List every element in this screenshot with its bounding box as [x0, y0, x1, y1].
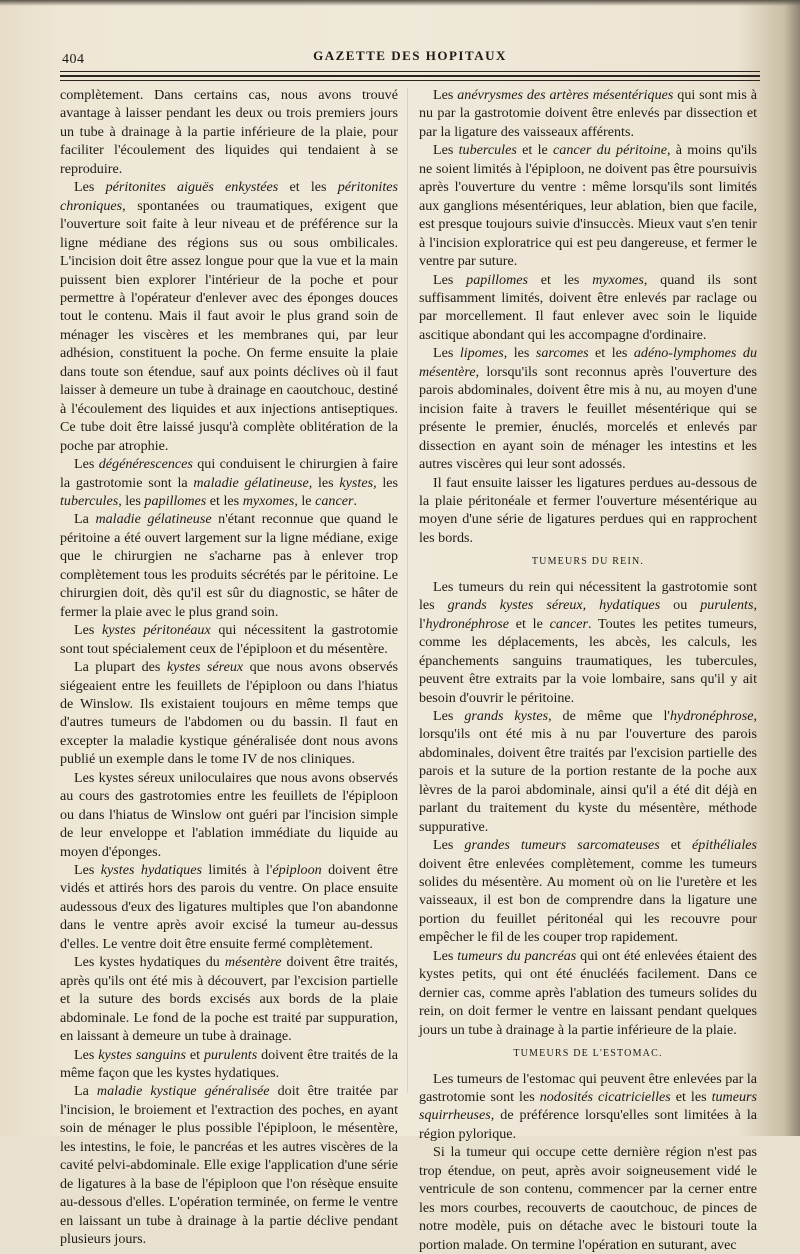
paragraph: Les anévrysmes des artères mésentériques qui sont mis à nu par la gastrotomie doivent être enlevés par dissection et par la ligature des vaisseaux afférents. [419, 87, 758, 140]
left-column [60, 86, 398, 1249]
paragraph: Les kystes péritonéaux qui nécessitent la gastrotomie sont tout spécialement ceux de l'épiploon et du mésentère. [60, 622, 398, 657]
paragraph: La maladie kystique généralisée doit être traitée par l'incision, le broiement et l'extraction des poches, en ayant soin de ménager le plus possible l'épiploon, le mésentère, les intestins, le foie, le pancréas et les autres viscères de la cavité pelvi-abdominale. Elle exige l'application d'une série de ligatures à la base de l'épiploon que l'on résèque ensuite au-dessous d'elles. L'opération terminée, on ferme le ventre en laissant un tube à drainage à la partie déclive pendant plusieurs jours. [60, 1083, 399, 1248]
paragraph: Les tumeurs de l'estomac qui peuvent être enlevées par la gastrotomie sont les nodosités cicatricielles et les tumeurs squirrheuses, de préférence lorsqu'elles sont limitées à la région pylorique. [419, 1070, 758, 1142]
paragraph: Les kystes sanguins et purulents doivent être traités de la même façon que les kystes hydatiques. [60, 1046, 399, 1082]
paragraph: Si la tumeur qui occupe cette dernière région n'est pas trop étendue, on peut, après avoir soigneusement vidé le ventricule de son contenu, commencer par la cerner entre les mors courbes, recouverts de caoutchouc, de pinces de notre modèle, puis on détache avec le bistouri toute la portion malade. On termine l'opération en suturant, avec [419, 1144, 757, 1253]
paragraph: Les lipomes, les sarcomes et les adéno-lymphomes du mésentère, lorsqu'ils sont reconnus après l'ouverture des parois abdominales, doivent être mis à nu, au moyen d'une incision faite à travers le feuillet mésentérique qui se présente le premier, énuclés, morcelés et enlevés par dissection en ayant soin de ménager les intestins et les autres viscères qui leur sont adossés. [419, 345, 757, 473]
paragraph: Les grands kystes, de même que l'hydronéphrose, lorsqu'ils ont été mis à nu par l'ouverture des parois abdominales, doivent être traités par l'excision partielle des parois et la suture de la portion restante de la poche aux lèvres de la paroi abdominale, ainsi qu'il a été dit déjà en parlant du traitement du kyste du mésentère, méthode suppurative. [419, 707, 757, 835]
running-title: GAZETTE DES HOPITAUX [313, 48, 507, 63]
paragraph: La plupart des kystes séreux que nous avons observés siégeaient entre les feuillets de l'épiploon ou dans l'hiatus de Winslow. Ils existaient toujours en même temps que d'autres tumeurs de l'abdomen ou du bassin. Il faut en excepter la maladie kystique généralisée dont nous avons publié un exemple dans le tome IV de nos cliniques. [60, 659, 398, 768]
section-heading-stomach: TUMEURS DE L'ESTOMAC. [513, 1048, 663, 1060]
paragraph: Les péritonites aiguës enkystées et les péritonites chroniques, spontanées ou traumatiques, exigent que l'ouverture soit faite à leur niveau et de préférence sur la ligne médiane des régions sus ou sous ombilicales. L'incision doit être assez longue pour que la vue et la main puissent bien explorer l'intérieur de la poche et pour permettre à l'opérateur d'enlever avec des éponges douces tout le contenu. Mais il faut avoir le plus grand soin de ménager les viscères et les membranes qui, par leur adhésion, constituent la poche. On ferme ensuite la plaie dans toute son étendue, sauf aux points déclives où il faut laisser à demeure un tube à drainage en caoutchouc, destiné à l'écoulement des liquides et aux injections antiseptiques. Ce tube doit être laissé jusqu'à complète oblitération de la poche par atrophie. [60, 179, 398, 454]
paragraph: La maladie gélatineuse n'étant reconnue que quand le péritoine a été ouvert largement sur la ligne médiane, exige que le chirurgien ne s'acharne pas à enlever trop complètement tous les produits sécrétés par le péritoine. Le chirurgien doit, dès qu'il est sûr du diagnostic, se hâter de fermer la plaie avec le plus grand soin. [60, 511, 398, 620]
paragraph: Les papillomes et les myxomes, quand ils sont suffisamment limités, doivent être enlevés par raclage ou par morcellement. Il faut enlever avec soin le liquide ascitique abondant qui les accompagne d'ordinaire. [419, 271, 757, 343]
paragraph: Les tubercules et le cancer du péritoine, à moins qu'ils ne soient limités à l'épiploon, ne doivent pas être poursuivis après l'ouverture du ventre : même lorsqu'ils sont limités aux ganglions mésentériques, leur ablation, bien que facile, est presque toujours suivie d'insuccès. Mieux vaut s'en tenir à l'incision exploratrice qui est peu dangereuse, et fermer le ventre par suture. [419, 142, 757, 270]
paragraph: Il faut ensuite laisser les ligatures perdues au-dessous de la plaie péritonéale et fermer l'ouverture mésentérique au moyen d'une série de ligatures perdues qui en rapprochent les bords. [419, 474, 757, 546]
page-header [58, 44, 762, 66]
paragraph: Les tumeurs du rein qui nécessitent la gastrotomie sont les grands kystes séreux, hydatiques ou purulents, l'hydronéphrose et le cancer. Toutes les petites tumeurs, comme les déplacements, les abcès, les calculs, les épanchements sanguins traumatiques, les tubercules, peuvent être extraits par la voie lombaire, sans qu'il y ait besoin d'ouvrir le péritoine. [419, 578, 757, 706]
paragraph: Les grandes tumeurs sarcomateuses et épithéliales doivent être enlevées complètement, comme les tumeurs solides du mésentère. Au moment où on lie l'uretère et les vaisseaux, il est bon de comprendre dans la ligature une portion du feuillet péritonéal qui les recouvre pour empêcher le fil de les couper trop rapidement. [419, 837, 757, 946]
right-column [419, 86, 757, 1254]
paragraph: Les tumeurs du pancréas qui ont été enlevées étaient des kystes petits, qui ont été énucléés facilement. Dans ce dernier cas, comme après l'ablation des tumeurs solides du rein, on doit fermer le ventre en laissant pendant quelques jours un tube à drainage à la partie inférieure de la plaie. [419, 947, 758, 1038]
paragraph: Les kystes hydatiques limités à l'épiploon doivent être vidés et attirés hors des parois du ventre. On place ensuite audessous d'eux des ligatures multiples que l'on abandonne dans le ventre après avoir excisé la tumeur au-dessus d'elles. Le ventre doit être ensuite fermé complètement. [60, 862, 398, 952]
section-heading-kidney: TUMEURS DU REIN. [531, 556, 645, 568]
page-number: 404 [62, 52, 85, 67]
paragraph: Les kystes séreux uniloculaires que nous avons observés au cours des gastrotomies entre les feuillets de l'épiploon ou dans l'hiatus de Winslow ont guéri par l'incision simple de leur enveloppe et l'ablation immédiate du liquide au moyen d'éponges. [60, 769, 398, 860]
page-edge-shadow [0, 0, 800, 6]
paragraph: complètement. Dans certains cas, nous avons trouvé avantage à laisser pendant les deux ou trois premiers jours un tube à drainage à la partie inférieure de la plaie, pour faciliter l'écoulement des liquides qui tendaient à se reproduire. [60, 87, 398, 177]
header-rule-middle [60, 75, 760, 77]
paragraph: Les kystes hydatiques du mésentère doivent être traités, après qu'ils ont été mis à découvert, par l'excision partielle et la suture des bords excisés aux bords de la plaie abdominale. Le fond de la poche est traité par suppuration, en laissant à demeure un tube à drainage. [60, 954, 398, 1045]
header-rule-top [60, 71, 760, 72]
paragraph: Les dégénérescences qui conduisent le chirurgien à faire la gastrotomie sont la maladie gélatineuse, les kystes, les tubercules, les papillomes et les myxomes, le cancer. [60, 456, 398, 509]
column-divider [407, 88, 408, 1093]
header-rule-bottom [60, 80, 760, 81]
